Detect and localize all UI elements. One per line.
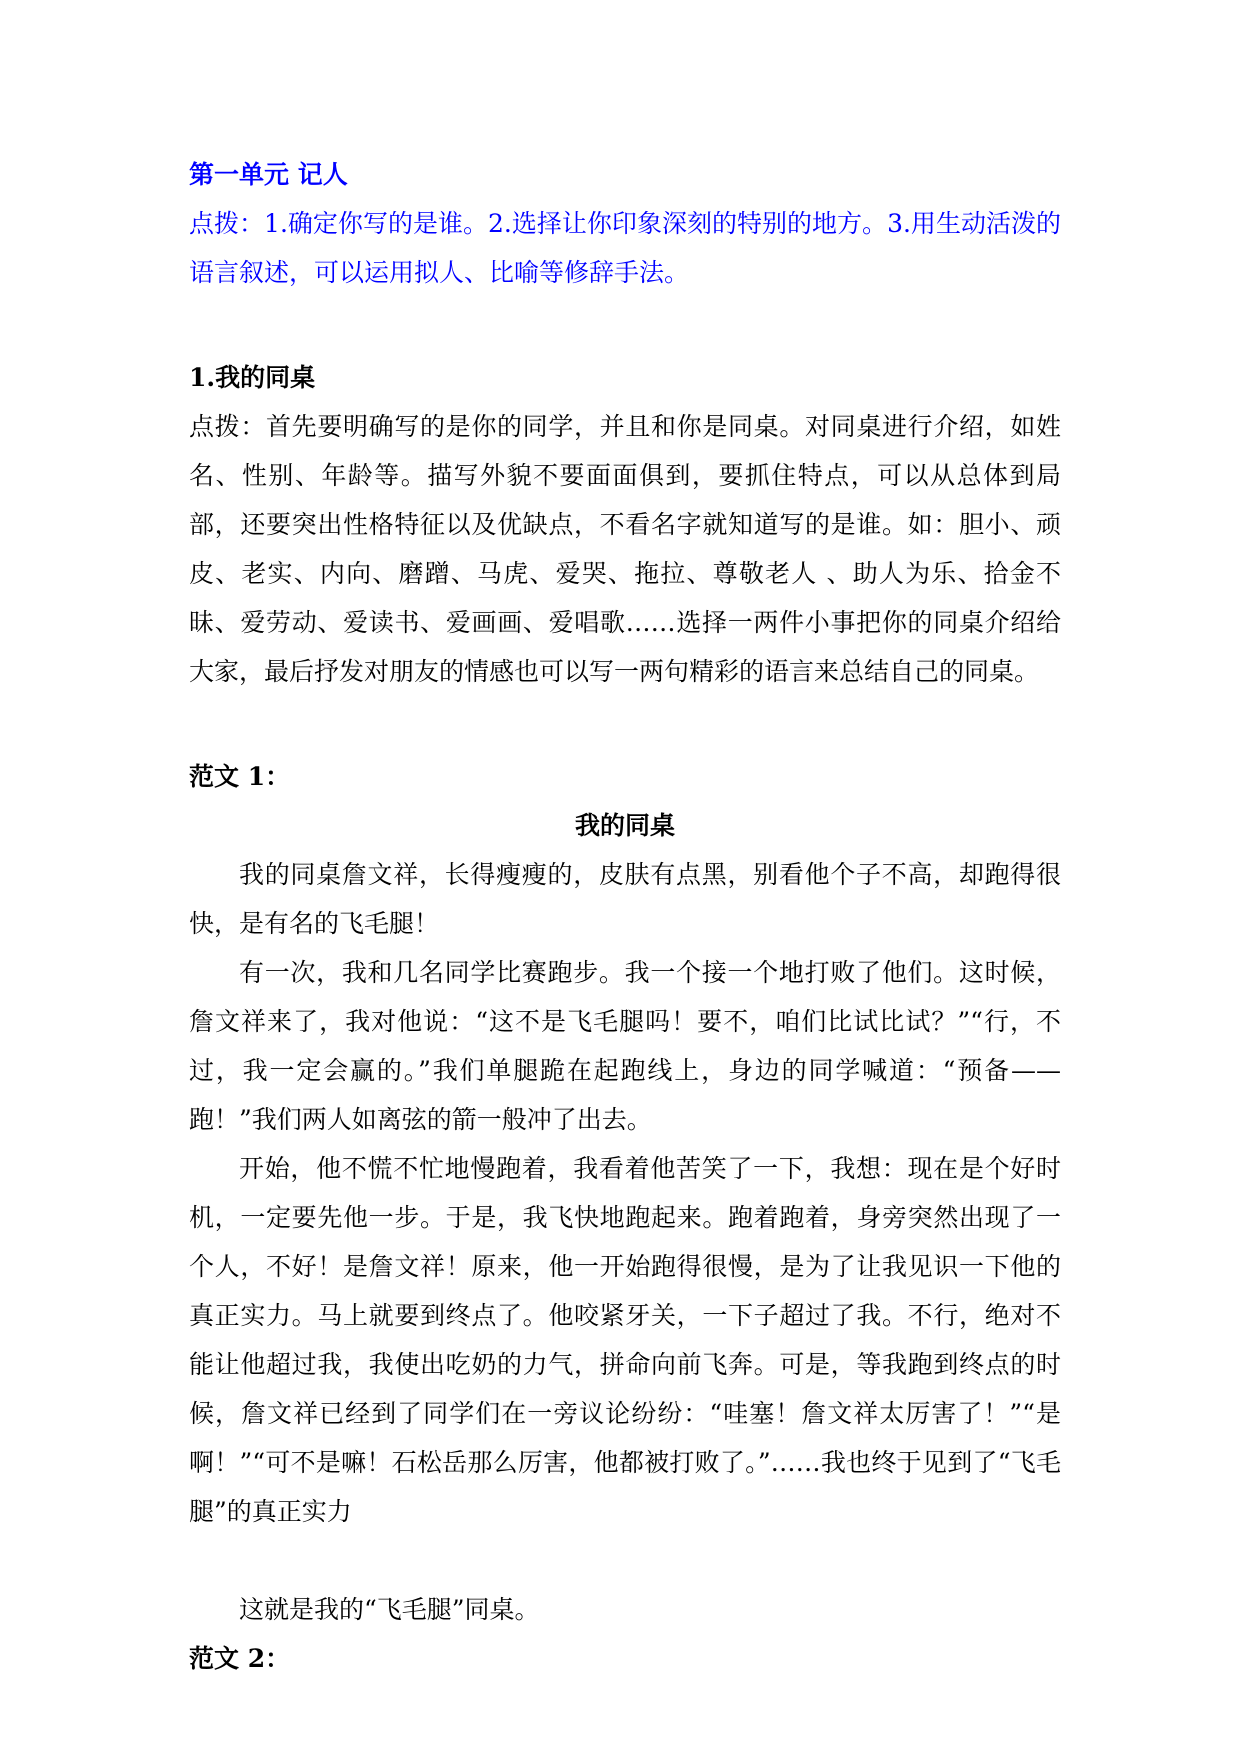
spacer <box>189 297 1061 353</box>
unit-title: 第一单元 记人 <box>189 160 348 189</box>
spacer <box>189 1536 1061 1585</box>
essay1-paragraph-4: 这就是我的“飞毛腿”同桌。 <box>239 1595 540 1624</box>
essay1-paragraph-1: 我的同桌詹文祥，长得瘦瘦的，皮肤有点黑，别看他个子不高，却跑得很快，是有名的飞毛腿！ <box>189 860 1061 938</box>
essay1-title: 我的同桌 <box>574 811 675 840</box>
unit-hint: 点拨：1.确定你写的是谁。2.选择让你印象深刻的特别的地方。3.用生动活泼的语言叙述，可以运用拟人、比喻等修辞手法。 <box>189 209 1061 287</box>
topic-title: 1.我的同桌 <box>189 363 316 392</box>
spacer <box>189 696 1061 752</box>
essay1-paragraph-3: 开始，他不慌不忙地慢跑着，我看着他苦笑了一下，我想：现在是个好时机，一定要先他一步。于是，我飞快地跑起来。跑着跑着，身旁突然出现了一个人，不好！是詹文祥！原来，他一开始跑得很慢，是为了让我见识一下他的真正实力。马上就要到终点了。他咬紧牙关，一下子超过了我。不行，绝对不能让他超过我，我使出吃奶的力气，拼命向前飞奔。可是，等我跑到终点的时候，詹文祥已经到了同学们在一旁议论纷纷：“哇塞！詹文祥太厉害了！”“是啊！”“可不是嘛！石松岳那么厉害，他都被打败了。”……我也终于见到了“飞毛腿”的真正实力 <box>189 1154 1061 1526</box>
document-content <box>189 150 1061 1683</box>
essay2-label: 范文 2： <box>189 1644 291 1673</box>
essay1-label: 范文 1： <box>189 762 291 791</box>
topic-hint: 点拨：首先要明确写的是你的同学，并且和你是同桌。对同桌进行介绍，如姓名、性别、年龄等。描写外貌不要面面俱到，要抓住特点，可以从总体到局部，还要突出性格特征以及优缺点，不看名字就知道写的是谁。如：胆小、顽皮、老实、内向、磨蹭、马虎、爱哭、拖拉、尊敬老人 、助人为乐、拾金不昧、爱劳动、爱读书、爱画画、爱唱歌……选择一两件小事把你的同桌介绍给大家，最后抒发对朋友的情感也可以写一两句精彩的语言来总结自己的同桌。 <box>189 412 1061 686</box>
essay1-paragraph-2: 有一次，我和几名同学比赛跑步。我一个接一个地打败了他们。这时候，詹文祥来了，我对他说：“这不是飞毛腿吗！要不，咱们比试比试？”“行，不过，我一定会赢的。”我们单腿跪在起跑线上，身边的同学喊道：“预备——跑！”我们两人如离弦的箭一般冲了出去。 <box>189 958 1061 1134</box>
